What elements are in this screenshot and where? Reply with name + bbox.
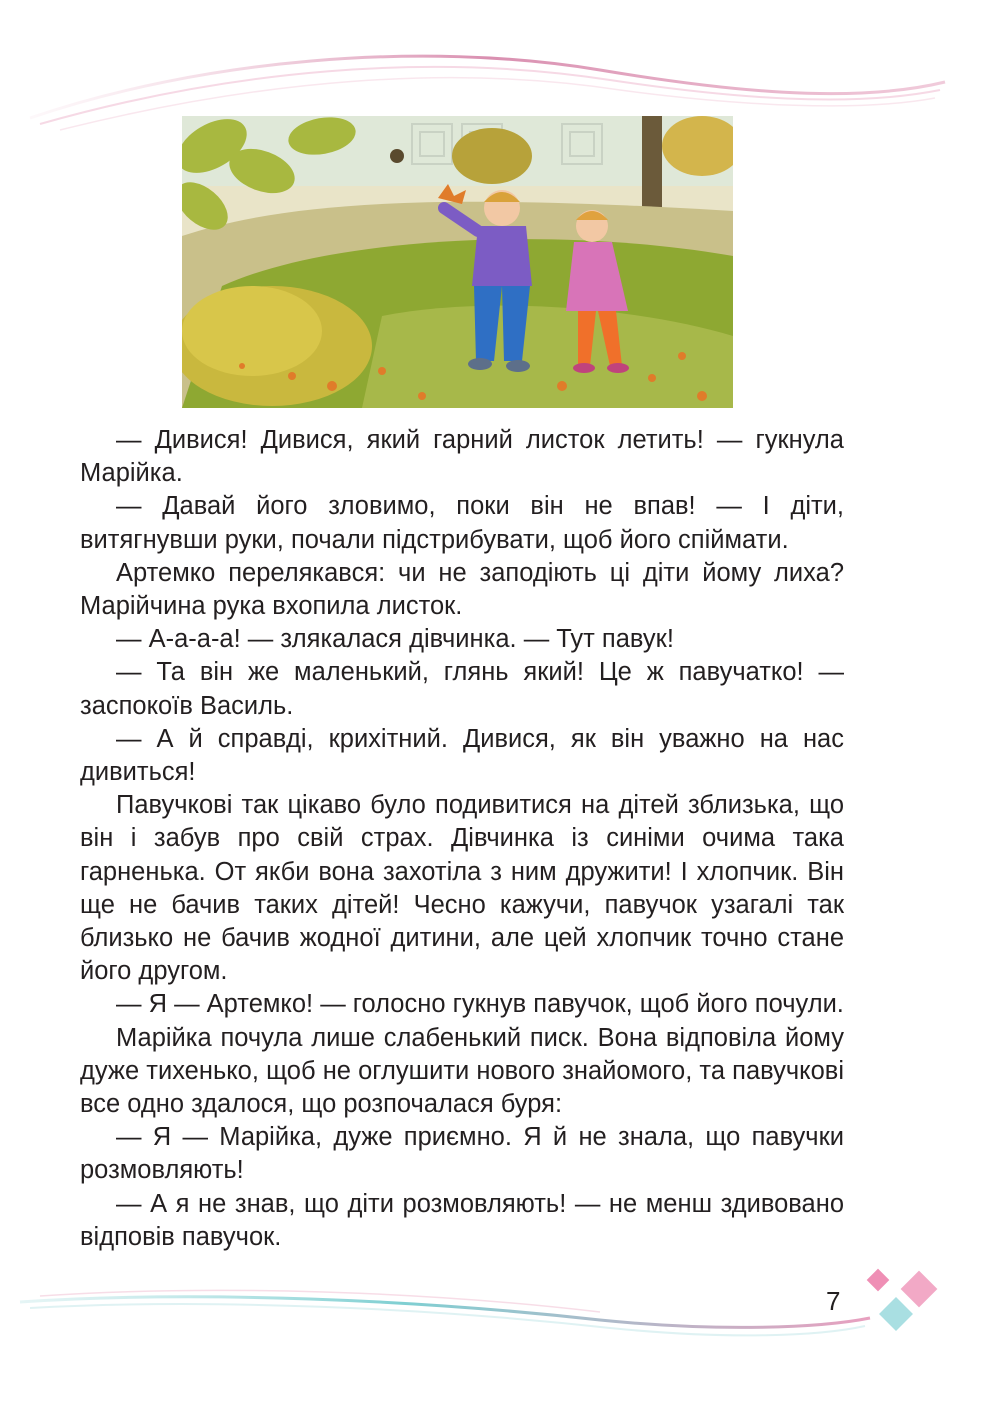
paragraph: Марійка почула лише слабенький писк. Вона відповіла йому дуже тихенько, щоб не оглушити нового знайомого, та павучкові все одно здалося, що розпочалася буря: xyxy=(80,1023,844,1119)
story-text xyxy=(80,424,844,1254)
paragraph: — Дивися! Дивися, який гарний листок летить! — гукнула Марійка. xyxy=(80,426,844,488)
autumn-illustration xyxy=(182,116,733,408)
paragraph: — Давай його зловимо, поки він не впав! — І діти, витягнувши руки, почали підстрибувати, щоб його спіймати. xyxy=(80,492,844,554)
page-number: 7 xyxy=(826,1286,841,1316)
paragraph: — А-а-а-а! — злякалася дівчинка. — Тут павук! xyxy=(116,625,674,654)
paragraph: — Я — Марійка, дуже приємно. Я й не знала, що павучки розмовляють! xyxy=(80,1123,844,1185)
paragraph: — Та він же маленький, глянь який! Це ж павучатко! — заспокоїв Василь. xyxy=(80,658,844,720)
paragraph: — А й справді, крихітний. Дивися, як він уважно на нас дивиться! xyxy=(80,724,844,787)
paragraph: — Я — Артемко! — голосно гукнув павучок, щоб його почули. xyxy=(116,990,844,1019)
paragraph: — А я не знав, що діти розмовляють! — не менш здивовано відповів павучок. xyxy=(80,1189,844,1251)
paragraph: Артемко перелякався: чи не заподіють ці діти йому лиха? Марійчина рука вхопила листок. xyxy=(80,558,844,621)
diamond-decoration-icon xyxy=(860,1262,960,1342)
bottom-decorative-wave xyxy=(0,1270,992,1360)
paragraph: Павучкові так цікаво було подивитися на дітей зблизька, що він і забув про свій страх. Дівчинка із синіми очима така гарненька. От якби вона захотіла з ним дружити! І хлопчик. Він ще не бачив таких дітей! Чесно кажучи, павучок узагалі так близько не бачив жодної дитини, але цей хлопчик точно стане його другом. xyxy=(80,791,844,986)
